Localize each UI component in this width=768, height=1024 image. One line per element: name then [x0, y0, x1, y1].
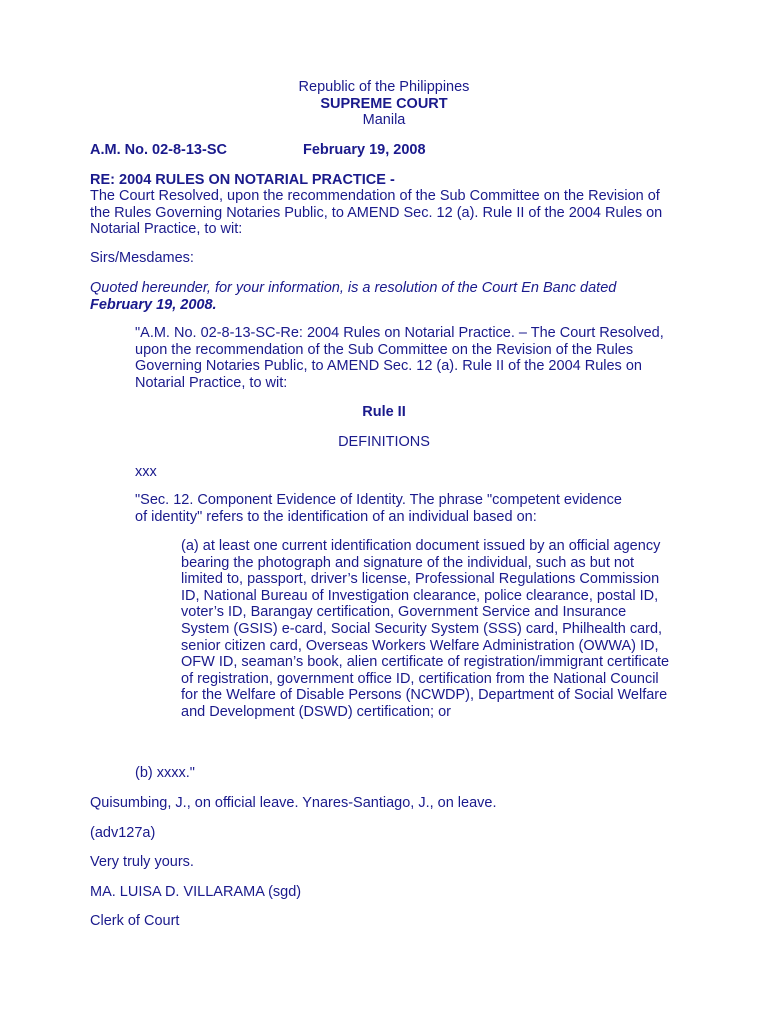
xxx-marker: xxx: [135, 464, 157, 480]
quoted-paragraph: [90, 280, 655, 313]
case-date: February 19, 2008: [303, 142, 426, 158]
quoted-text: Quoted hereunder, for your information, is a resolution of the Court En Banc dated: [90, 280, 617, 296]
signatory-name: MA. LUISA D. VILLARAMA (sgd): [90, 884, 302, 900]
resolution-paragraph: "A.M. No. 02-8-13-SC-Re: 2004 Rules on Notarial Practice. – The Court Resolved, upon the recommendation of the Sub Committee on the Revision of the Rules Governing Notaries Public, to AMEND Sec. 12 (a). Rule II of the 2004 Rules on Notarial Practice, to wit:: [135, 325, 664, 391]
reference-code: (adv127a): [90, 825, 156, 841]
header-republic: Republic of the Philippines: [298, 79, 470, 95]
salutation: Sirs/Mesdames:: [90, 250, 194, 266]
closing: Very truly yours.: [90, 854, 194, 870]
re-title: RE: 2004 RULES ON NOTARIAL PRACTICE -: [90, 172, 395, 188]
sec12-paragraph: "Sec. 12. Component Evidence of Identity. The phrase "competent evidence of identity" refers to the identification of an individual based on:: [135, 492, 622, 525]
rule-subtitle: DEFINITIONS: [338, 434, 430, 450]
case-number: A.M. No. 02-8-13-SC: [90, 142, 227, 158]
intro-paragraph: The Court Resolved, upon the recommendation of the Sub Committee on the Revision of the Rules Governing Notaries Public, to AMEND Sec. 12 (a). Rule II of the 2004 Rules on Notarial Practice, to wit:: [90, 188, 663, 238]
header-court: SUPREME COURT: [320, 96, 448, 112]
item-b-paragraph: (b) xxxx.": [135, 765, 195, 781]
leave-note: Quisumbing, J., on official leave. Ynares-Santiago, J., on leave.: [90, 795, 497, 811]
quoted-period: .: [212, 296, 217, 313]
signatory-title: Clerk of Court: [90, 913, 180, 929]
rule-title: Rule II: [362, 404, 406, 420]
header-city: Manila: [362, 112, 406, 128]
item-a-paragraph: (a) at least one current identification document issued by an official agency bearing the photograph and signature of the individual, such as but not limited to, passport, driver’s license, Professional Regulations Commission ID, National Bureau of Investigation clearance, police clearance, postal ID, voter’s ID, Barangay certification, Government Service and Insurance System (GSIS) e-card, Social Security System (SSS) card, Philhealth card, senior citizen card, Overseas Workers Welfare Administration (OWWA) ID, OFW ID, seaman’s book, alien certificate of registration/immigrant certificate of registration, government office ID, certification from the National Council for the Welfare of Disable Persons (NCWDP), Department of Social Welfare and Development (DSWD) certification; or: [181, 538, 670, 720]
quoted-date: February 19, 2008: [90, 296, 213, 313]
